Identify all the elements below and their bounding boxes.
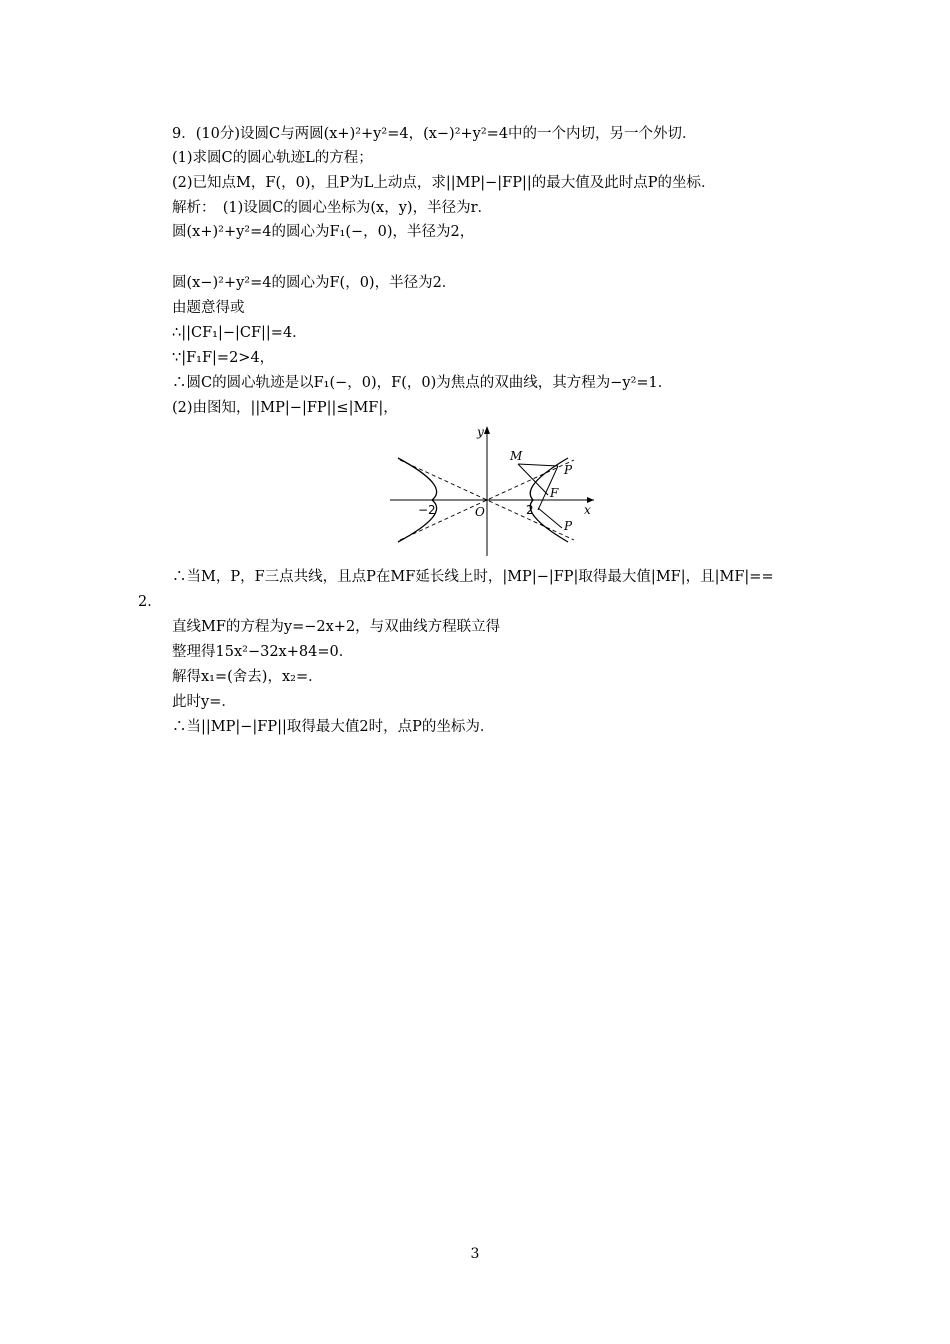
y-axis-label: y	[477, 425, 484, 439]
page-number: 3	[470, 1246, 480, 1262]
solution-line-10: 直线MF的方程为y=−2x+2，与双曲线方程联立得	[172, 619, 501, 635]
solution-line-14: ∴当||MP|−|FP||取得最大值2时，点P的坐标为．	[172, 719, 495, 735]
solution-line-3: 圆(x−)²+y²=4的圆心为F(，0)，半径为2．	[172, 275, 457, 291]
solution-line-9: ∴当M，P，F三点共线，且点P在MF延长线上时，|MP|−|FP|取得最大值|MF|，且|MF|==	[172, 569, 774, 585]
segment-mf	[518, 464, 548, 495]
x-axis-label: x	[584, 503, 591, 517]
hyperbola-diagram	[388, 424, 598, 560]
y-axis-arrow	[484, 426, 490, 434]
segment-mp	[518, 464, 558, 466]
solution-line-4: 由题意得或	[172, 300, 245, 316]
solution-line-9-wrap: 2．	[138, 594, 162, 610]
solution-line-2: 圆(x+)²+y²=4的圆心为F₁(−，0)，半径为2，	[172, 224, 475, 240]
point-f-label: F	[550, 486, 559, 500]
hyperbola-figure	[388, 424, 598, 560]
problem-line-3: (2)已知点M，F(，0)，且P为L上动点，求||MP|−|FP||的最大值及此时点P的坐标．	[172, 175, 716, 191]
problem-line-1: 9．(10分)设圆C与两圆(x+)²+y²=4，(x−)²+y²=4中的一个内切，另一个外切．	[172, 126, 697, 142]
left-vertex-label: −2	[418, 503, 436, 517]
point-m-label: M	[510, 449, 523, 463]
solution-line-11: 整理得15x²−32x+84=0．	[172, 644, 354, 660]
problem-line-2: (1)求圆C的圆心轨迹L的方程；	[172, 150, 373, 166]
solution-line-1: 解析： (1)设圆C的圆心坐标为(x，y)，半径为r．	[172, 200, 492, 216]
right-vertex-label: 2	[526, 503, 534, 517]
solution-line-5: ∴||CF₁|−|CF||=4．	[172, 325, 307, 341]
solution-line-7: ∴圆C的圆心轨迹是以F₁(−，0)，F(，0)为焦点的双曲线，其方程为−y²=1．	[172, 375, 673, 391]
origin-label: O	[475, 505, 485, 519]
solution-line-13: 此时y=．	[172, 694, 236, 710]
solution-line-6: ∵|F₁F|=2>4，	[172, 350, 275, 366]
solution-line-12: 解得x₁=(舍去)，x₂=．	[172, 669, 323, 685]
point-p-lower-label: P	[564, 519, 573, 533]
solution-line-8: (2)由图知，||MP|−|FP||≤|MF|，	[172, 400, 398, 416]
point-p-upper-label: P	[564, 463, 573, 477]
